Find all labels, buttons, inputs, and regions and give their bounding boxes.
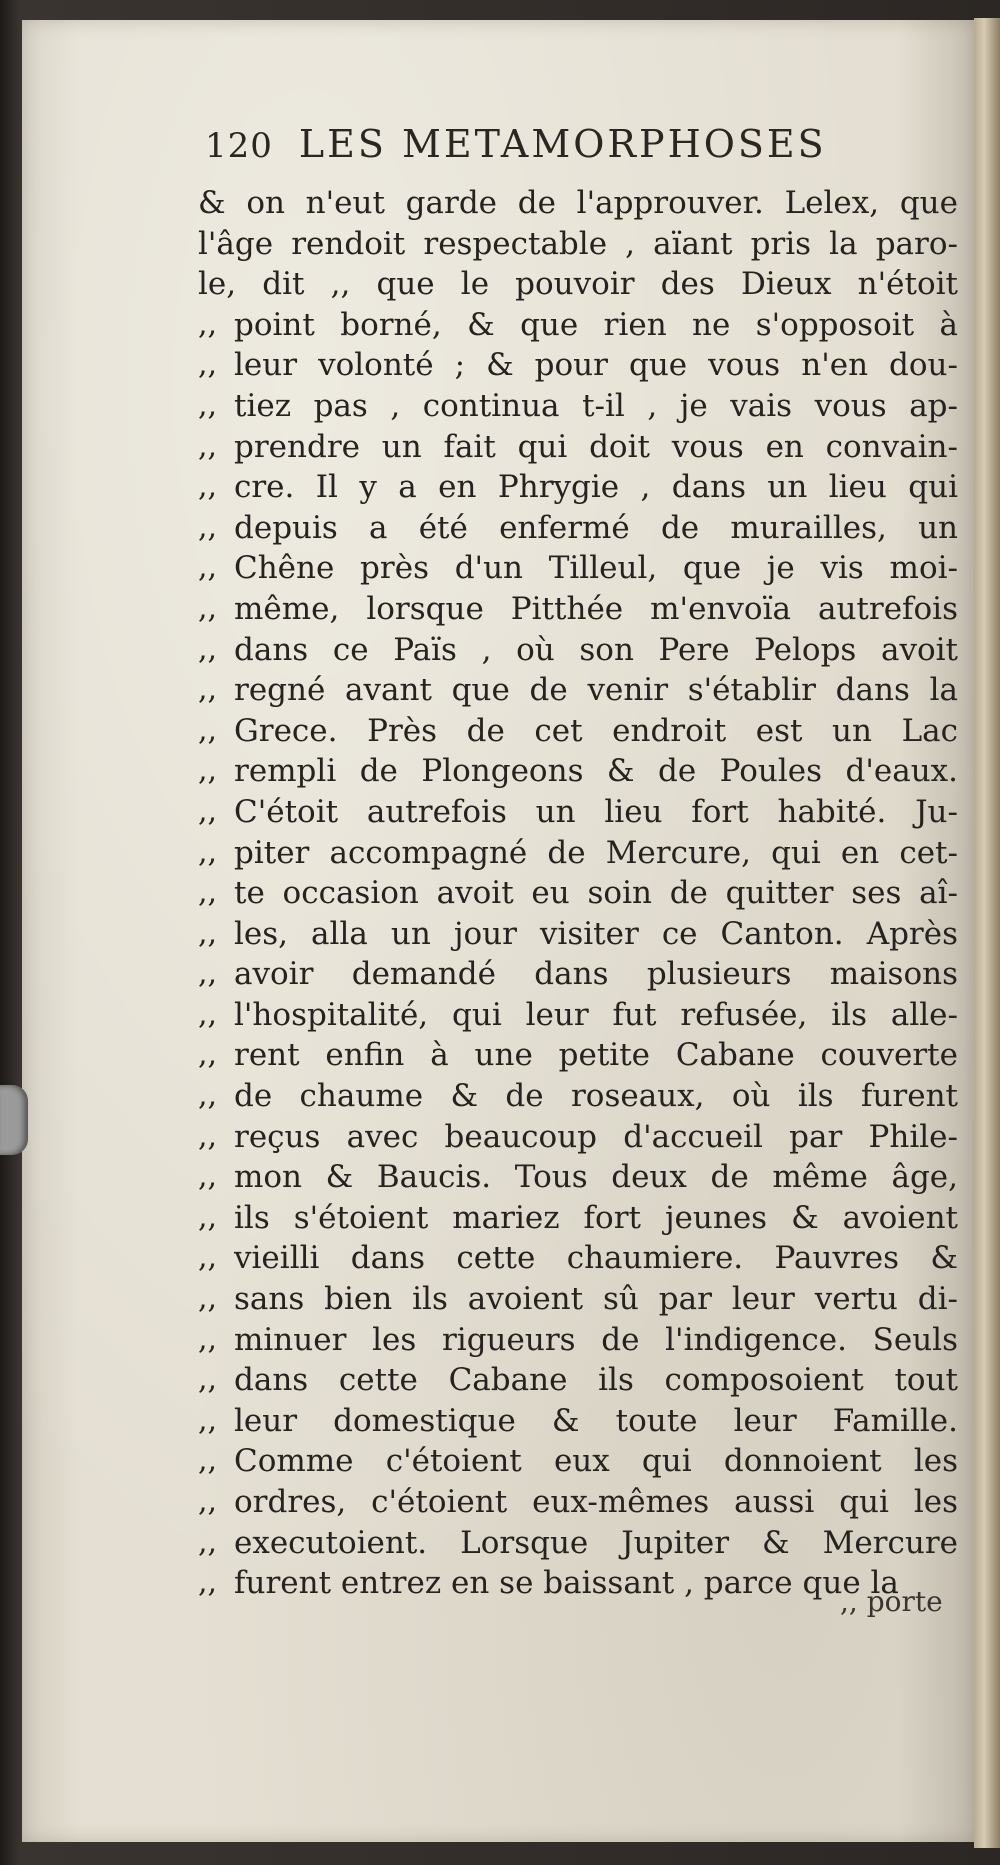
text-line bbox=[198, 427, 958, 468]
text-line bbox=[198, 833, 958, 874]
line-text: sans bien ils avoient sû par leur vertu di- bbox=[234, 1281, 958, 1318]
page-edge bbox=[974, 18, 1000, 1848]
quote-mark: ,, bbox=[198, 1037, 218, 1073]
quote-mark: ,, bbox=[198, 1199, 218, 1235]
text-line bbox=[198, 345, 958, 386]
quote-mark: ,, bbox=[198, 915, 218, 951]
text-line bbox=[198, 792, 958, 833]
quote-mark: ,, bbox=[198, 1443, 218, 1479]
line-text: prendre un fait qui doit vous en convain- bbox=[234, 428, 958, 465]
line-text: rent enfin à une petite Cabane couverte bbox=[234, 1037, 958, 1074]
line-text: dans cette Cabane ils composoient tout bbox=[234, 1362, 958, 1399]
page-number: 120 bbox=[205, 126, 273, 166]
text-line bbox=[198, 467, 958, 508]
text-line bbox=[198, 1523, 958, 1564]
text-line bbox=[198, 305, 958, 346]
line-text: piter accompagné de Mercure, qui en cet- bbox=[234, 834, 958, 871]
text-line bbox=[198, 954, 958, 995]
quote-mark: ,, bbox=[198, 428, 218, 464]
text-line bbox=[198, 751, 958, 792]
line-text: l'hospitalité, qui leur fut refusée, ils alle- bbox=[234, 996, 958, 1033]
quote-mark: ,, bbox=[198, 1524, 218, 1560]
line-text: avoir demandé dans plusieurs maisons bbox=[234, 956, 958, 993]
quote-mark: ,, bbox=[198, 1281, 218, 1317]
line-text: reçus avec beaucoup d'accueil par Phile- bbox=[234, 1118, 958, 1155]
text-line bbox=[198, 183, 958, 224]
quote-mark: ,, bbox=[198, 1118, 218, 1154]
quote-mark: ,, bbox=[198, 1240, 218, 1276]
line-text: depuis a été enfermé de murailles, un bbox=[234, 509, 958, 546]
quote-mark: ,, bbox=[198, 1078, 218, 1114]
text-line bbox=[198, 589, 958, 630]
quote-mark: ,, bbox=[198, 672, 218, 708]
text-line bbox=[198, 1320, 958, 1361]
line-text: ils s'étoient mariez fort jeunes & avoient bbox=[234, 1199, 958, 1236]
quote-mark: ,, bbox=[198, 1565, 218, 1601]
text-line bbox=[198, 1401, 958, 1442]
text-line bbox=[198, 1482, 958, 1523]
quote-mark: ,, bbox=[198, 875, 218, 911]
text-line bbox=[198, 264, 958, 305]
text-line bbox=[198, 711, 958, 752]
line-text: rempli de Plongeons & de Poules d'eaux. bbox=[234, 753, 958, 790]
line-text: l'âge rendoit respectable , aïant pris la paro- bbox=[198, 225, 958, 262]
line-text: les, alla un jour visiter ce Canton. Après bbox=[234, 915, 958, 952]
line-text: C'étoit autrefois un lieu fort habité. Ju- bbox=[234, 793, 958, 830]
text-line bbox=[198, 1238, 958, 1279]
text-line bbox=[198, 1076, 958, 1117]
text-line bbox=[198, 914, 958, 955]
text-line bbox=[198, 1360, 958, 1401]
quote-mark: ,, bbox=[198, 387, 218, 423]
text-line bbox=[198, 995, 958, 1036]
line-text: Chêne près d'un Tilleul, que je vis moi- bbox=[234, 550, 958, 587]
line-text: vieilli dans cette chaumiere. Pauvres & bbox=[234, 1240, 958, 1277]
line-text: executoient. Lorsque Jupiter & Mercure bbox=[234, 1524, 958, 1561]
line-text: leur volonté ; & pour que vous n'en dou- bbox=[234, 347, 958, 384]
line-text: Comme c'étoient eux qui donnoient les bbox=[234, 1443, 958, 1480]
quote-mark: ,, bbox=[198, 1321, 218, 1357]
text-line bbox=[198, 630, 958, 671]
line-text: regné avant que de venir s'établir dans la bbox=[234, 672, 958, 709]
text-line bbox=[198, 1035, 958, 1076]
page-header bbox=[205, 122, 905, 182]
quote-mark: ,, bbox=[198, 590, 218, 626]
quote-mark: ,, bbox=[198, 793, 218, 829]
line-text: cre. Il y a en Phrygie , dans un lieu qui bbox=[234, 469, 958, 506]
text-line bbox=[198, 1441, 958, 1482]
running-title: LES METAMORPHOSES bbox=[298, 122, 827, 166]
text-line bbox=[198, 386, 958, 427]
line-text: même, lorsque Pitthée m'envoïa autrefois bbox=[234, 590, 958, 627]
book-clasp bbox=[0, 1085, 28, 1155]
line-text: dans ce Païs , où son Pere Pelops avoit bbox=[234, 631, 958, 668]
line-text: de chaume & de roseaux, où ils furent bbox=[234, 1078, 958, 1115]
quote-mark: ,, bbox=[198, 996, 218, 1032]
quote-mark: ,, bbox=[198, 1484, 218, 1519]
text-line bbox=[198, 1279, 958, 1320]
text-line bbox=[198, 1117, 958, 1158]
text-line bbox=[198, 1157, 958, 1198]
line-text: tiez pas , continua t-il , je vais vous ap- bbox=[234, 387, 958, 424]
catchword: ,, porte bbox=[840, 1585, 943, 1618]
line-text: furent entrez en se baissant , parce que la bbox=[234, 1565, 899, 1602]
quote-mark: ,, bbox=[198, 956, 218, 992]
body-text bbox=[198, 183, 958, 1604]
line-text: ordres, c'étoient eux-mêmes aussi qui les bbox=[234, 1484, 958, 1520]
quote-mark: ,, bbox=[198, 834, 218, 870]
line-text: Grece. Près de cet endroit est un Lac bbox=[234, 712, 958, 749]
line-text: te occasion avoit eu soin de quitter ses aî- bbox=[234, 875, 958, 912]
quote-mark: ,, bbox=[198, 1402, 218, 1438]
line-text: & on n'eut garde de l'approuver. Lelex, que bbox=[198, 185, 958, 221]
line-text: leur domestique & toute leur Famille. bbox=[234, 1402, 958, 1439]
line-text: point borné, & que rien ne s'opposoit à bbox=[234, 306, 958, 343]
quote-mark: ,, bbox=[198, 347, 218, 383]
quote-mark: ,, bbox=[198, 1362, 218, 1398]
text-line bbox=[198, 670, 958, 711]
quote-mark: ,, bbox=[198, 631, 218, 667]
line-text: minuer les rigueurs de l'indigence. Seuls bbox=[234, 1321, 958, 1358]
quote-mark: ,, bbox=[198, 753, 218, 789]
quote-mark: ,, bbox=[198, 509, 218, 545]
quote-mark: ,, bbox=[198, 1159, 218, 1195]
text-line bbox=[198, 508, 958, 549]
text-line bbox=[198, 548, 958, 589]
text-line bbox=[198, 873, 958, 914]
quote-mark: ,, bbox=[198, 712, 218, 748]
line-text: le, dit ,, que le pouvoir des Dieux n'étoit bbox=[198, 266, 958, 303]
line-text: mon & Baucis. Tous deux de même âge, bbox=[234, 1159, 958, 1196]
text-line bbox=[198, 224, 958, 265]
quote-mark: ,, bbox=[198, 469, 218, 505]
quote-mark: ,, bbox=[198, 550, 218, 586]
quote-mark: ,, bbox=[198, 306, 218, 342]
text-line bbox=[198, 1198, 958, 1239]
